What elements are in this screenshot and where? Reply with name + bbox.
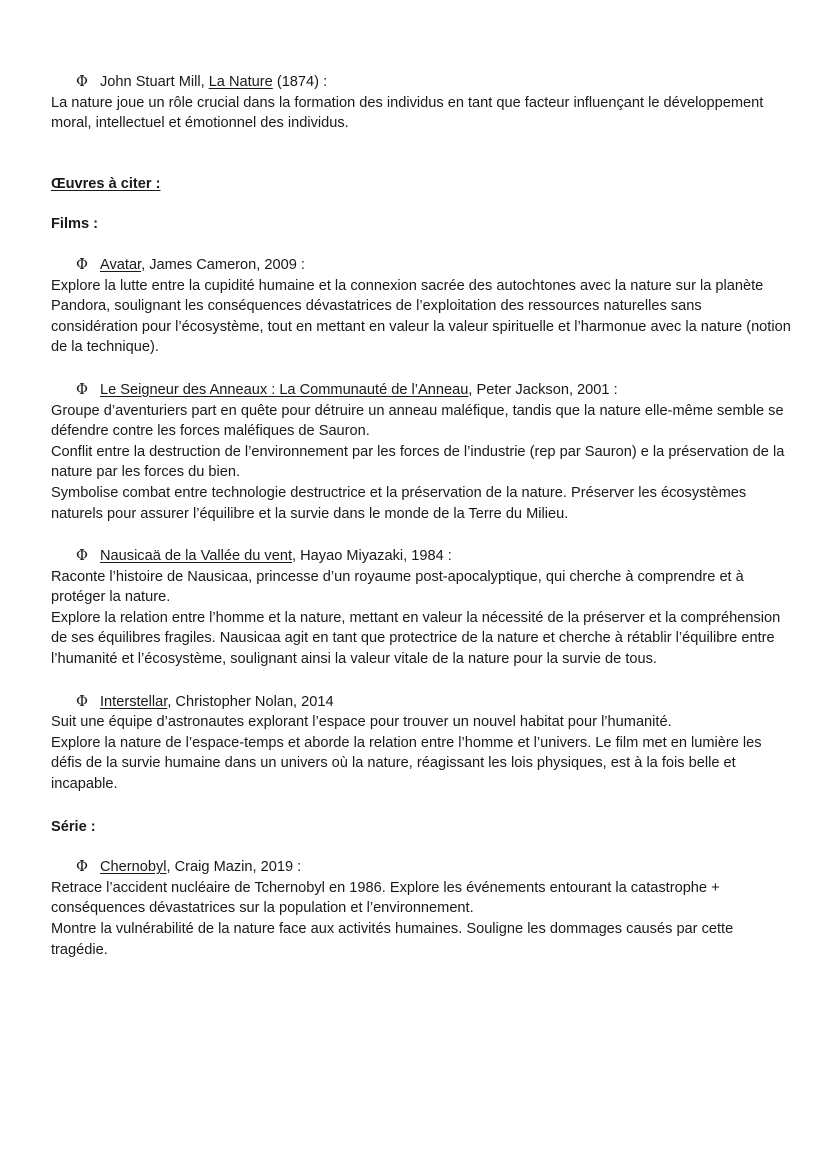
film-credits: , James Cameron, 2009 : — [141, 256, 305, 273]
film-heading — [51, 692, 791, 713]
film-paragraph: Explore la nature de l’espace-temps et aborde la relation entre l’homme et l’univers. Le film met en lumière les défis de la survie humaine dans un univers où la nature, réagissant les lois physiques, est à la fois belle et incapable. — [51, 734, 762, 793]
film-entry-lotr — [51, 380, 791, 524]
film-paragraph: Explore la lutte entre la cupidité humaine et la connexion sacrée des autochtones avec la nature sur la planète Pandora, soulignant les conséquences dévastatrices de l’exploitation des ressources naturelles sans considération pour l’écosystème, tout en mettant en valeur la valeur spirituelle et l’harmonue avec la nature (notion de la technique). — [51, 277, 791, 356]
film-entry-avatar — [51, 255, 791, 358]
film-entry-interstellar — [51, 692, 791, 795]
series-paragraph: Retrace l’accident nucléaire de Tchernobyl en 1986. Explore les événements entourant la catastrophe + conséquences dévastatrices sur la population et l’environnement. — [51, 879, 720, 917]
phi-bullet-icon: Φ — [76, 858, 88, 876]
document-page — [51, 72, 791, 960]
films-heading: Films : — [51, 216, 99, 233]
film-paragraph: Symbolise combat entre technologie destructrice et la préservation de la nature. Préserver les écosystèmes naturels pour assurer l’équilibre et la survie dans le monde de la Terre du Milieu. — [51, 484, 747, 522]
series-paragraph: Montre la vulnérabilité de la nature face aux activités humaines. Souligne les dommages causés par cette tragédie. — [51, 921, 734, 958]
film-heading — [51, 546, 791, 567]
mill-text: La nature joue un rôle crucial dans la formation des individus en tant que facteur influençant le développement moral, intellectuel et émotionnel des individus. — [51, 94, 764, 132]
film-title: Le Seigneur des Anneaux : La Communauté de l’Anneau — [100, 381, 469, 398]
section-title: Œuvres à citer : — [51, 175, 161, 192]
film-paragraph: Suit une équipe d’astronautes explorant l’espace pour trouver un nouvel habitat pour l’humanité. — [51, 714, 672, 731]
mill-work-title: La Nature — [208, 74, 273, 90]
film-title: Interstellar — [100, 693, 168, 710]
series-entry-chernobyl — [51, 857, 791, 960]
film-credits: , Christopher Nolan, 2014 — [167, 693, 334, 710]
phi-bullet-icon: Φ — [76, 73, 88, 90]
film-paragraph: Groupe d’aventuriers part en quête pour détruire un anneau maléfique, tandis que la nature elle-même semble se défendre contre les forces maléfiques de Sauron. — [51, 402, 784, 440]
series-credits: , Craig Mazin, 2019 : — [166, 859, 302, 876]
film-paragraph: Explore la relation entre l’homme et la nature, mettant en valeur la nécessité de la préserver et la compréhension de ses équilibres fragiles. Nausicaa agit en tant que protectrice de la nature et cherche à rétablir l’équilibre entre l’humanité et l’écosystème, soulignant ainsi la valeur vitale de la nature pour la survie de tous. — [51, 609, 781, 668]
series-heading: Série : — [51, 818, 96, 835]
film-title: Nausicaä de la Vallée du vent — [100, 548, 293, 565]
mill-work-tail: (1874) : — [272, 74, 328, 90]
phi-bullet-icon: Φ — [76, 380, 88, 398]
mill-author: John Stuart Mill, — [100, 74, 209, 90]
phi-bullet-icon: Φ — [76, 255, 88, 273]
series-item-heading — [51, 857, 791, 878]
film-paragraph: Raconte l’histoire de Nausicaa, princesse d’un royaume post-apocalyptique, qui cherche à comprendre et à protéger la nature. — [51, 568, 744, 606]
film-heading — [51, 380, 791, 401]
series-title: Chernobyl — [100, 859, 167, 876]
film-heading — [51, 255, 791, 276]
film-credits: , Peter Jackson, 2001 : — [468, 381, 618, 398]
film-credits: , Hayao Miyazaki, 1984 : — [292, 548, 452, 565]
phi-bullet-icon: Φ — [76, 692, 88, 710]
film-entry-nausicaa — [51, 546, 791, 670]
film-paragraph: Conflit entre la destruction de l’environnement par les forces de l’industrie (rep par Sauron) e la préservation de la nature par les forces du bien. — [51, 443, 785, 481]
film-title: Avatar — [100, 256, 142, 273]
phi-bullet-icon: Φ — [76, 547, 88, 565]
mill-heading — [51, 72, 791, 93]
